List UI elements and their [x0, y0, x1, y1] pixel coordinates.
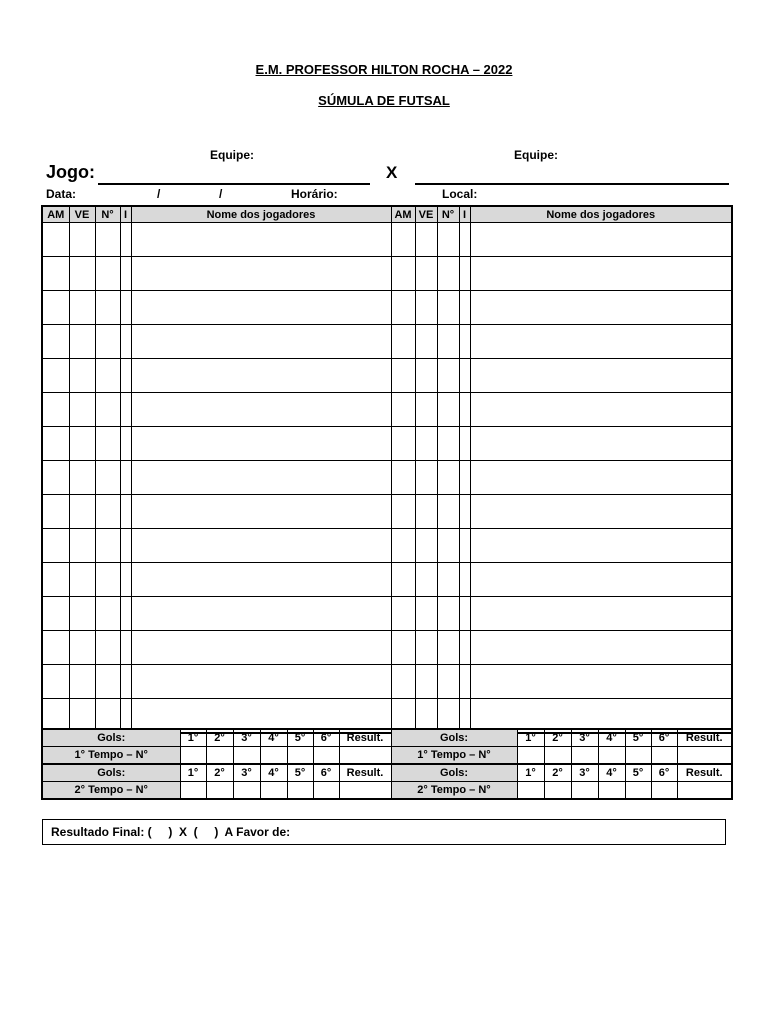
- gols-row-2: [42, 764, 732, 782]
- i-cell[interactable]: [459, 665, 470, 699]
- result-label: Result.: [677, 764, 732, 782]
- i-cell[interactable]: [459, 631, 470, 665]
- period-2-label: 2°: [206, 729, 233, 747]
- result-cell[interactable]: [339, 782, 391, 800]
- am-cell[interactable]: [42, 563, 69, 597]
- result-cell[interactable]: [677, 747, 732, 765]
- ve-cell[interactable]: [415, 325, 437, 359]
- player-row: [42, 359, 732, 393]
- result-label: Result.: [339, 764, 391, 782]
- ve-cell[interactable]: [415, 291, 437, 325]
- score-cell[interactable]: [598, 782, 625, 800]
- am-cell[interactable]: [42, 597, 69, 631]
- score-cell[interactable]: [180, 782, 206, 800]
- score-cell[interactable]: [598, 747, 625, 765]
- am-cell[interactable]: [391, 495, 415, 529]
- i-cell[interactable]: [120, 631, 131, 665]
- player-name-cell[interactable]: [131, 223, 391, 257]
- am-cell[interactable]: [391, 597, 415, 631]
- period-1-label: 1°: [180, 764, 206, 782]
- score-cell[interactable]: [517, 782, 544, 800]
- number-cell[interactable]: [437, 325, 459, 359]
- horario-label: Horário:: [291, 187, 338, 201]
- score-cell[interactable]: [313, 747, 339, 765]
- ve-cell[interactable]: [69, 495, 95, 529]
- score-cell[interactable]: [571, 747, 598, 765]
- local-label: Local:: [442, 187, 478, 201]
- i-cell[interactable]: [459, 427, 470, 461]
- number-cell[interactable]: [437, 665, 459, 699]
- am-cell[interactable]: [391, 393, 415, 427]
- number-cell[interactable]: [95, 597, 120, 631]
- school-title: E.M. PROFESSOR HILTON ROCHA – 2022: [255, 62, 513, 77]
- ve-cell[interactable]: [69, 597, 95, 631]
- i-cell[interactable]: [459, 325, 470, 359]
- ve-cell[interactable]: [69, 529, 95, 563]
- ve-cell[interactable]: [69, 257, 95, 291]
- jogo-label: Jogo:: [46, 162, 95, 182]
- score-cell[interactable]: [517, 747, 544, 765]
- am-cell[interactable]: [391, 665, 415, 699]
- i-cell[interactable]: [120, 223, 131, 257]
- document-title: SÚMULA DE FUTSAL: [318, 93, 450, 108]
- i-cell[interactable]: [120, 257, 131, 291]
- versus-label: X: [386, 163, 398, 182]
- player-row: [42, 631, 732, 665]
- number-cell[interactable]: [95, 495, 120, 529]
- result-label: Result.: [677, 729, 732, 747]
- score-cell[interactable]: [206, 782, 233, 800]
- i-cell[interactable]: [459, 393, 470, 427]
- player-row: [42, 563, 732, 597]
- period-1-label: 1°: [180, 729, 206, 747]
- gols-label: Gols:: [42, 764, 180, 782]
- number-cell[interactable]: [95, 393, 120, 427]
- gols-label: Gols:: [391, 764, 517, 782]
- col-number-right: N°: [437, 206, 459, 223]
- i-cell[interactable]: [120, 563, 131, 597]
- player-row: [42, 291, 732, 325]
- am-cell[interactable]: [42, 461, 69, 495]
- i-cell[interactable]: [459, 257, 470, 291]
- equipe-label-left: Equipe:: [210, 148, 254, 162]
- col-number-left: N°: [95, 206, 120, 223]
- number-cell[interactable]: [437, 393, 459, 427]
- date-slash-1: /: [157, 187, 161, 201]
- am-cell[interactable]: [42, 529, 69, 563]
- number-cell[interactable]: [437, 223, 459, 257]
- player-name-cell[interactable]: [131, 597, 391, 631]
- i-cell[interactable]: [120, 359, 131, 393]
- data-label: Data:: [46, 187, 77, 201]
- am-cell[interactable]: [42, 257, 69, 291]
- player-name-cell[interactable]: [470, 359, 732, 393]
- period-5-label: 5°: [625, 764, 651, 782]
- period-4-label: 4°: [598, 729, 625, 747]
- ve-cell[interactable]: [415, 257, 437, 291]
- player-row: [42, 325, 732, 359]
- ve-cell[interactable]: [415, 393, 437, 427]
- date-slash-2: /: [219, 187, 223, 201]
- player-name-cell[interactable]: [131, 529, 391, 563]
- gols-label: Gols:: [391, 729, 517, 747]
- player-name-cell[interactable]: [470, 291, 732, 325]
- period-6-label: 6°: [313, 729, 339, 747]
- period-2-label: 2°: [544, 729, 571, 747]
- first-half-row: [42, 747, 732, 765]
- number-cell[interactable]: [95, 325, 120, 359]
- score-cell[interactable]: [313, 782, 339, 800]
- period-6-label: 6°: [651, 729, 677, 747]
- player-row: [42, 461, 732, 495]
- period-3-label: 3°: [571, 764, 598, 782]
- period-3-label: 3°: [571, 729, 598, 747]
- player-name-cell[interactable]: [470, 529, 732, 563]
- player-name-cell[interactable]: [131, 427, 391, 461]
- ve-cell[interactable]: [69, 461, 95, 495]
- player-name-cell[interactable]: [470, 665, 732, 699]
- score-cell[interactable]: [233, 782, 260, 800]
- am-cell[interactable]: [391, 461, 415, 495]
- col-am-left: AM: [42, 206, 69, 223]
- period-1-label: 1°: [517, 729, 544, 747]
- player-row: [42, 427, 732, 461]
- i-cell[interactable]: [120, 665, 131, 699]
- am-cell[interactable]: [42, 325, 69, 359]
- col-player-name-right: Nome dos jogadores: [470, 206, 732, 223]
- result-cell[interactable]: [339, 747, 391, 765]
- ve-cell[interactable]: [69, 427, 95, 461]
- score-cell[interactable]: [260, 782, 287, 800]
- number-cell[interactable]: [95, 257, 120, 291]
- player-row: [42, 665, 732, 699]
- score-cell[interactable]: [260, 747, 287, 765]
- score-cell[interactable]: [651, 782, 677, 800]
- score-cell[interactable]: [287, 782, 313, 800]
- i-cell[interactable]: [120, 325, 131, 359]
- am-cell[interactable]: [391, 359, 415, 393]
- i-cell[interactable]: [120, 495, 131, 529]
- number-cell[interactable]: [437, 563, 459, 597]
- am-cell[interactable]: [42, 665, 69, 699]
- i-cell[interactable]: [459, 597, 470, 631]
- player-name-cell[interactable]: [470, 631, 732, 665]
- player-name-cell[interactable]: [470, 393, 732, 427]
- number-cell[interactable]: [437, 257, 459, 291]
- number-cell[interactable]: [95, 529, 120, 563]
- number-cell[interactable]: [437, 529, 459, 563]
- i-cell[interactable]: [459, 291, 470, 325]
- player-name-cell[interactable]: [131, 325, 391, 359]
- player-name-cell[interactable]: [470, 461, 732, 495]
- ve-cell[interactable]: [415, 563, 437, 597]
- period-5-label: 5°: [287, 764, 313, 782]
- number-cell[interactable]: [95, 291, 120, 325]
- ve-cell[interactable]: [415, 461, 437, 495]
- i-cell[interactable]: [459, 359, 470, 393]
- am-cell[interactable]: [391, 563, 415, 597]
- player-name-cell[interactable]: [470, 325, 732, 359]
- player-name-cell[interactable]: [131, 257, 391, 291]
- player-name-cell[interactable]: [470, 563, 732, 597]
- i-cell[interactable]: [459, 529, 470, 563]
- col-i-right: I: [459, 206, 470, 223]
- number-cell[interactable]: [437, 291, 459, 325]
- col-ve-right: VE: [415, 206, 437, 223]
- period-5-label: 5°: [625, 729, 651, 747]
- player-name-cell[interactable]: [470, 257, 732, 291]
- period-6-label: 6°: [313, 764, 339, 782]
- player-name-cell[interactable]: [131, 291, 391, 325]
- i-cell[interactable]: [459, 223, 470, 257]
- i-cell[interactable]: [459, 461, 470, 495]
- second-half-row: [42, 782, 732, 800]
- roster-header-row: [42, 206, 732, 223]
- ve-cell[interactable]: [69, 325, 95, 359]
- ve-cell[interactable]: [69, 631, 95, 665]
- player-row: [42, 223, 732, 257]
- period-1-label: 1°: [517, 764, 544, 782]
- number-cell[interactable]: [95, 631, 120, 665]
- i-cell[interactable]: [120, 461, 131, 495]
- second-half-label: 2° Tempo – N°: [42, 782, 180, 800]
- am-cell[interactable]: [391, 427, 415, 461]
- number-cell[interactable]: [95, 461, 120, 495]
- gols-label: Gols:: [42, 729, 180, 747]
- player-name-cell[interactable]: [131, 665, 391, 699]
- i-cell[interactable]: [120, 291, 131, 325]
- number-cell[interactable]: [95, 427, 120, 461]
- player-row: [42, 393, 732, 427]
- number-cell[interactable]: [437, 427, 459, 461]
- ve-cell[interactable]: [69, 223, 95, 257]
- score-cell[interactable]: [625, 747, 651, 765]
- number-cell[interactable]: [437, 631, 459, 665]
- player-name-cell[interactable]: [470, 223, 732, 257]
- score-cell[interactable]: [206, 747, 233, 765]
- first-half-label: 1° Tempo – N°: [391, 747, 517, 765]
- period-4-label: 4°: [260, 729, 287, 747]
- player-row: [42, 495, 732, 529]
- number-cell[interactable]: [437, 359, 459, 393]
- player-name-cell[interactable]: [131, 631, 391, 665]
- ve-cell[interactable]: [415, 529, 437, 563]
- gols-row-1: [42, 729, 732, 747]
- player-row: [42, 529, 732, 563]
- second-half-label: 2° Tempo – N°: [391, 782, 517, 800]
- player-name-cell[interactable]: [470, 597, 732, 631]
- equipe-label-right: Equipe:: [514, 148, 558, 162]
- number-cell[interactable]: [437, 597, 459, 631]
- score-cell[interactable]: [544, 782, 571, 800]
- ve-cell[interactable]: [69, 359, 95, 393]
- ve-cell[interactable]: [415, 427, 437, 461]
- score-cell[interactable]: [180, 747, 206, 765]
- am-cell[interactable]: [42, 631, 69, 665]
- period-3-label: 3°: [233, 764, 260, 782]
- first-half-label: 1° Tempo – N°: [42, 747, 180, 765]
- am-cell[interactable]: [42, 359, 69, 393]
- player-name-cell[interactable]: [131, 495, 391, 529]
- player-name-cell[interactable]: [470, 495, 732, 529]
- period-4-label: 4°: [260, 764, 287, 782]
- ve-cell[interactable]: [69, 665, 95, 699]
- score-cell[interactable]: [233, 747, 260, 765]
- result-label: Result.: [339, 729, 391, 747]
- ve-cell[interactable]: [415, 495, 437, 529]
- player-name-cell[interactable]: [131, 393, 391, 427]
- ve-cell[interactable]: [69, 393, 95, 427]
- ve-cell[interactable]: [415, 665, 437, 699]
- number-cell[interactable]: [437, 461, 459, 495]
- period-2-label: 2°: [544, 764, 571, 782]
- player-name-cell[interactable]: [470, 427, 732, 461]
- score-cell[interactable]: [287, 747, 313, 765]
- player-name-cell[interactable]: [131, 461, 391, 495]
- number-cell[interactable]: [95, 665, 120, 699]
- col-i-left: I: [120, 206, 131, 223]
- am-cell[interactable]: [391, 631, 415, 665]
- player-name-cell[interactable]: [131, 359, 391, 393]
- score-cell[interactable]: [625, 782, 651, 800]
- ve-cell[interactable]: [415, 223, 437, 257]
- i-cell[interactable]: [120, 597, 131, 631]
- player-name-cell[interactable]: [131, 563, 391, 597]
- period-5-label: 5°: [287, 729, 313, 747]
- am-cell[interactable]: [42, 427, 69, 461]
- i-cell[interactable]: [459, 563, 470, 597]
- am-cell[interactable]: [42, 393, 69, 427]
- number-cell[interactable]: [95, 359, 120, 393]
- score-cell[interactable]: [651, 747, 677, 765]
- col-player-name-left: Nome dos jogadores: [131, 206, 391, 223]
- col-am-right: AM: [391, 206, 415, 223]
- ve-cell[interactable]: [415, 631, 437, 665]
- am-cell[interactable]: [391, 291, 415, 325]
- i-cell[interactable]: [459, 495, 470, 529]
- am-cell[interactable]: [391, 529, 415, 563]
- roster-table: [41, 205, 733, 734]
- score-cell[interactable]: [571, 782, 598, 800]
- ve-cell[interactable]: [69, 291, 95, 325]
- ve-cell[interactable]: [415, 359, 437, 393]
- i-cell[interactable]: [120, 529, 131, 563]
- final-result-box[interactable]: [42, 819, 726, 845]
- i-cell[interactable]: [120, 393, 131, 427]
- am-cell[interactable]: [391, 325, 415, 359]
- am-cell[interactable]: [42, 495, 69, 529]
- ve-cell[interactable]: [69, 563, 95, 597]
- am-cell[interactable]: [391, 257, 415, 291]
- period-4-label: 4°: [598, 764, 625, 782]
- am-cell[interactable]: [42, 223, 69, 257]
- period-6-label: 6°: [651, 764, 677, 782]
- final-result-text: Resultado Final: ( ) X ( ) A Favor de:: [51, 825, 291, 839]
- result-cell[interactable]: [677, 782, 732, 800]
- number-cell[interactable]: [95, 223, 120, 257]
- team-right-line[interactable]: [415, 183, 729, 185]
- col-ve-left: VE: [69, 206, 95, 223]
- player-row: [42, 257, 732, 291]
- score-cell[interactable]: [544, 747, 571, 765]
- period-2-label: 2°: [206, 764, 233, 782]
- number-cell[interactable]: [95, 563, 120, 597]
- i-cell[interactable]: [120, 427, 131, 461]
- period-3-label: 3°: [233, 729, 260, 747]
- team-left-line[interactable]: [98, 183, 370, 185]
- am-cell[interactable]: [42, 291, 69, 325]
- player-row: [42, 597, 732, 631]
- am-cell[interactable]: [391, 223, 415, 257]
- number-cell[interactable]: [437, 495, 459, 529]
- ve-cell[interactable]: [415, 597, 437, 631]
- score-table: [41, 728, 733, 800]
